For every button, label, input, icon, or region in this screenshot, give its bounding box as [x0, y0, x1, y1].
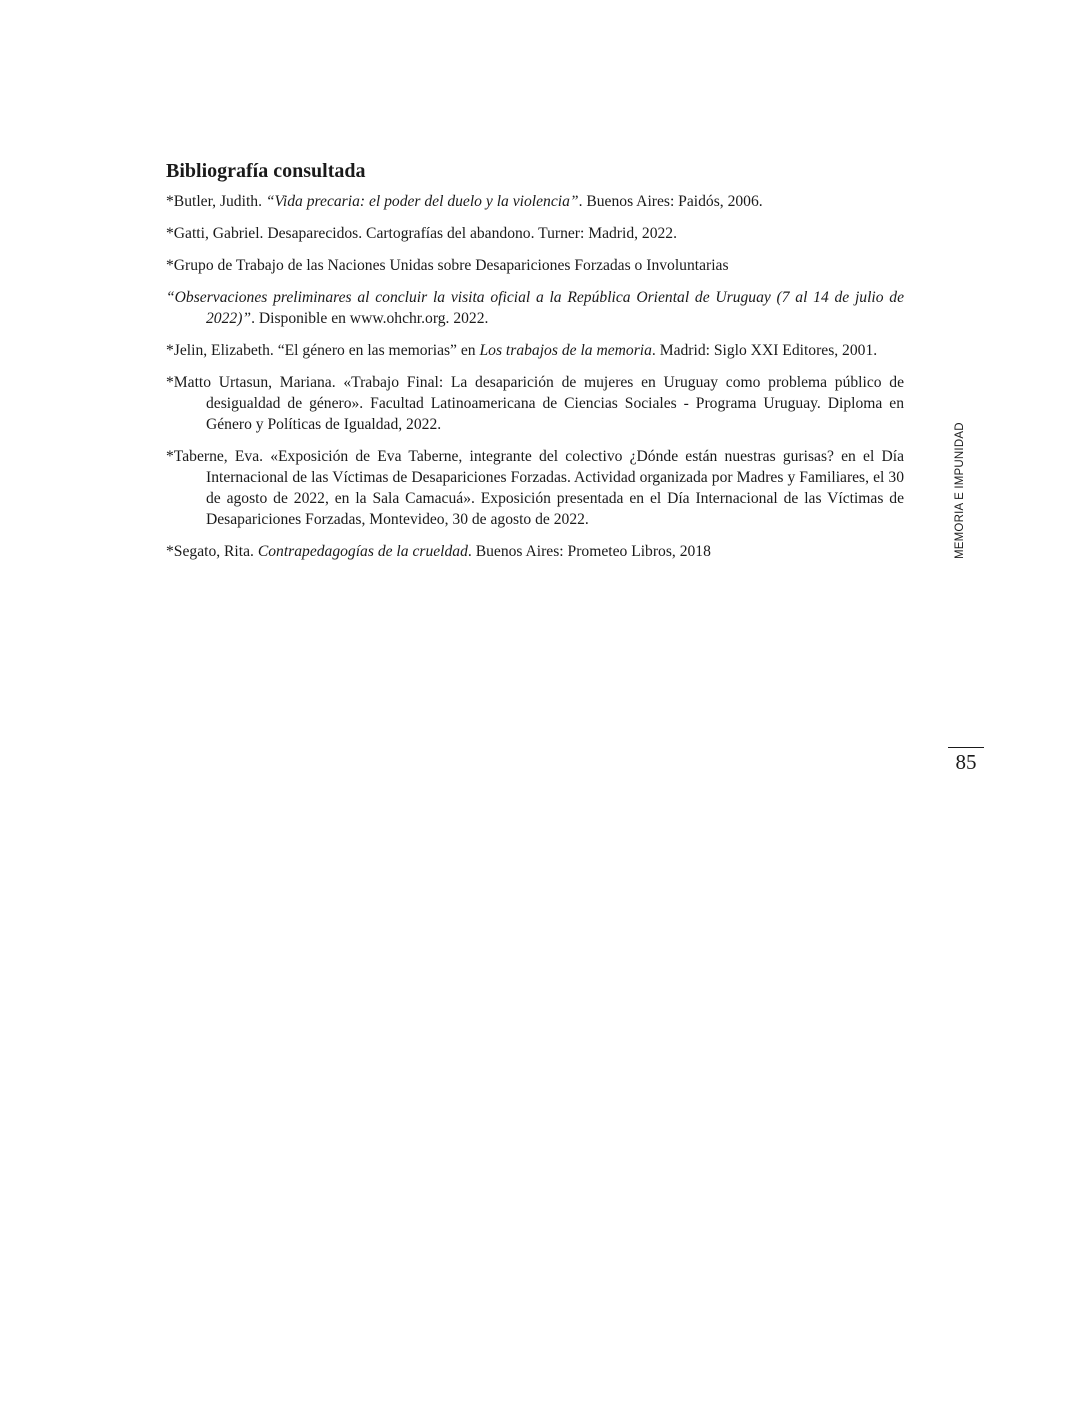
page-number: 85: [955, 750, 977, 774]
bibliography-entry-grupo-trabajo: *Grupo de Trabajo de las Naciones Unidas sobre Desapariciones Forzadas o Involuntarias: [166, 257, 729, 274]
section-heading: Bibliografía consultada: [166, 160, 366, 182]
running-section-label: MEMORIA E IMPUNIDAD: [954, 422, 966, 560]
bibliography-entry-segato: *Segato, Rita. Contrapedagogías de la crueldad. Buenos Aires: Prometeo Libros, 2018: [166, 543, 711, 560]
bibliography-entry-taberne: *Taberne, Eva. «Exposición de Eva Taberne, integrante del colectivo ¿Dónde están nuestras gurisas? en el Día Internacional de las Víctimas de Desapariciones Forzadas. Actividad organizada por Madres y Familiares, el 30 de agosto de 2022, en la Sala Camacuá». Exposición presentada en el Día Internacional de las Víctimas de Desapariciones Forzadas, Montevideo, 30 de agosto de 2022.: [166, 448, 904, 528]
page-number-rule: [948, 747, 984, 748]
bibliography-entry-butler: *Butler, Judith. “Vida precaria: el poder del duelo y la violencia”. Buenos Aires: Paidós, 2006.: [166, 193, 763, 210]
bibliography-section: [166, 160, 904, 562]
bibliography-entry-jelin: *Jelin, Elizabeth. “El género en las memorias” en Los trabajos de la memoria. Madrid: Siglo XXI Editores, 2001.: [166, 342, 878, 359]
bibliography-entry-observaciones: “Observaciones preliminares al concluir la visita oficial a la República Oriental de Uruguay (7 al 14 de julio de 2022)”. Disponible en www.ohchr.org. 2022.: [166, 289, 904, 327]
bibliography-entry-matto: *Matto Urtasun, Mariana. «Trabajo Final: La desaparición de mujeres en Uruguay como problema público de desigualdad de género». Facultad Latinoamericana de Ciencias Sociales - Programa Uruguay. Diploma en Género y Políticas de Igualdad, 2022.: [166, 374, 904, 433]
bibliography-entry-gatti: *Gatti, Gabriel. Desaparecidos. Cartografías del abandono. Turner: Madrid, 2022.: [166, 225, 677, 242]
